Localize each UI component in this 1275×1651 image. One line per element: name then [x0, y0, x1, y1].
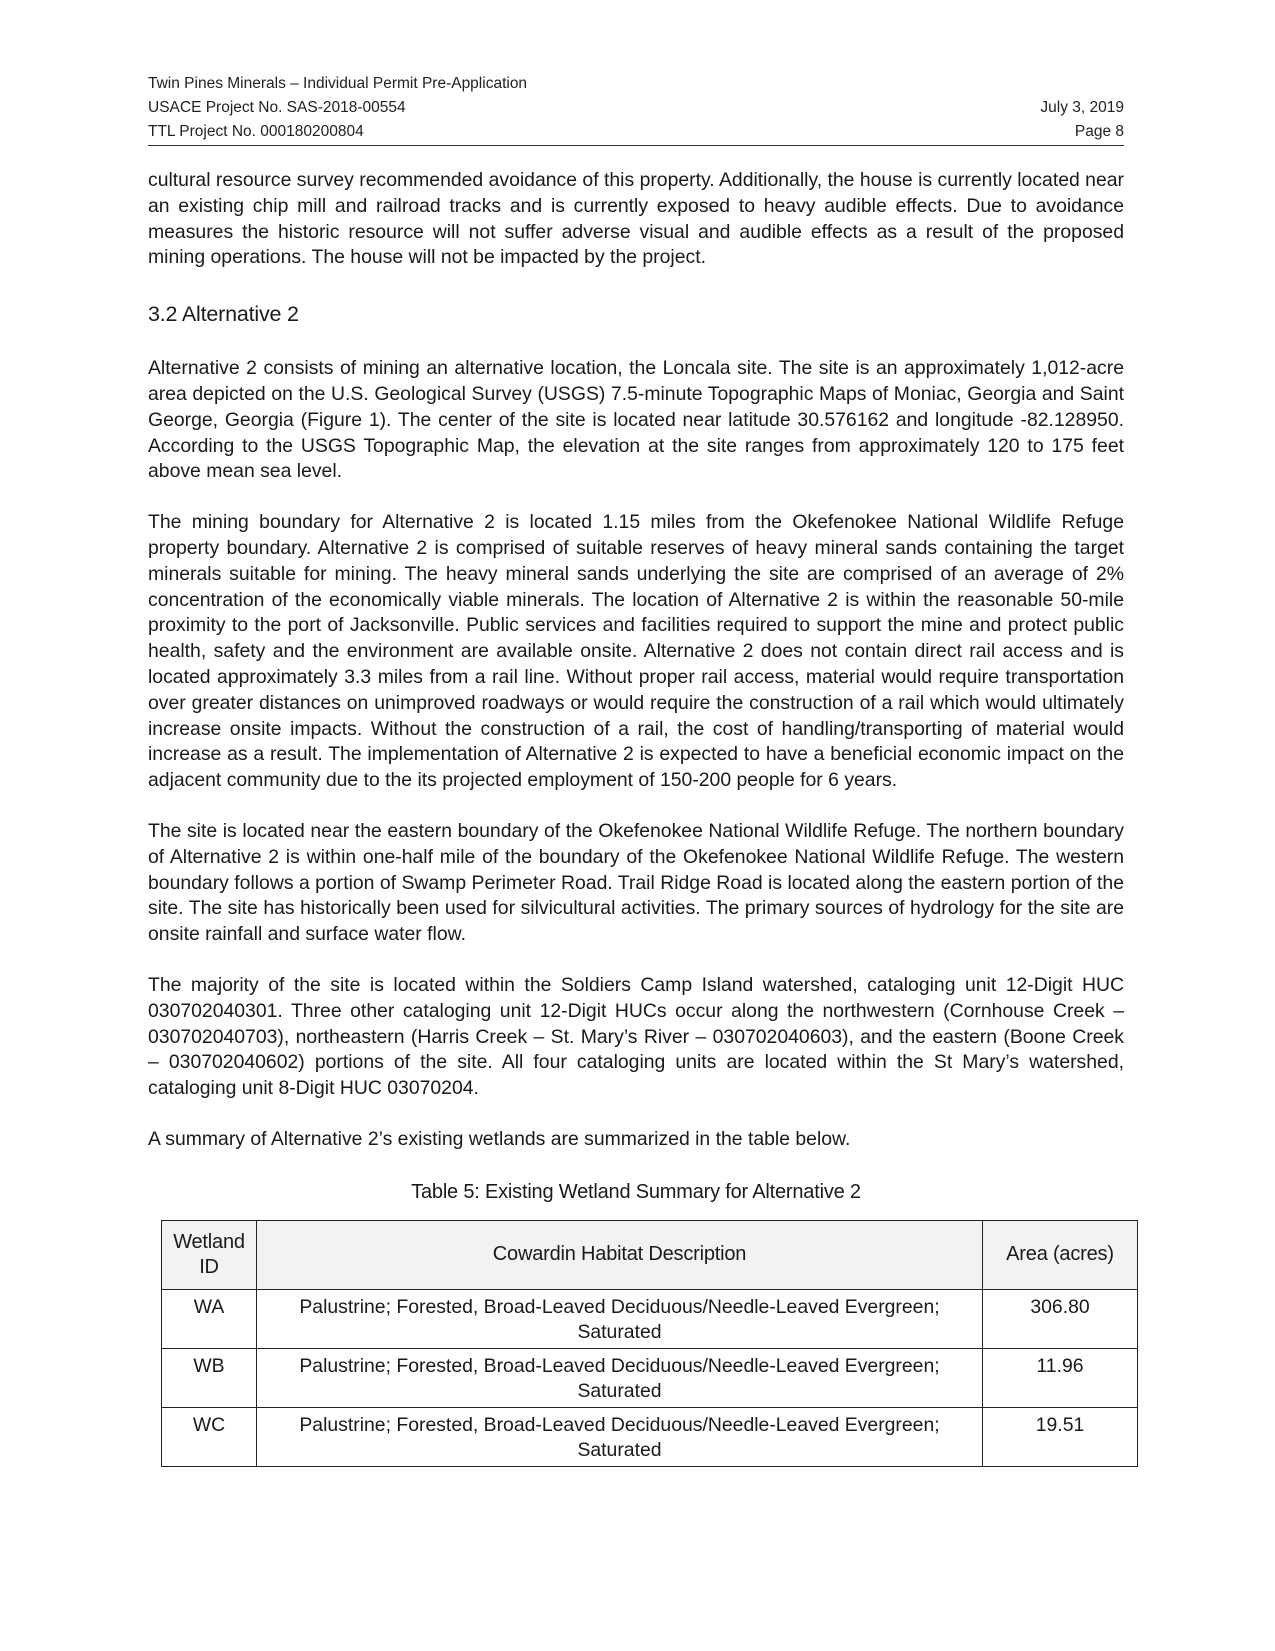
intro-paragraph: cultural resource survey recommended avoidance of this property. Additionally, the house is currently located near an existing chip mill and railroad tracks and is currently exposed to heavy audible effects. Due to avoidance measures the historic resource will not suffer adverse visual and audible effects as a result of the proposed mining operations. The house will not be impacted by the project. [148, 169, 1124, 269]
header-usace-project: USACE Project No. SAS-2018-00554 [148, 99, 406, 116]
header-date: July 3, 2019 [1040, 99, 1124, 116]
paragraph-wetland-summary-intro: A summary of Alternative 2’s existing wetlands are summarized in the table below. [148, 1127, 851, 1150]
table-caption: Table 5: Existing Wetland Summary for Alternative 2 [411, 1180, 861, 1203]
document-page [148, 72, 1124, 1467]
habitat-description-cell: Palustrine; Forested, Broad-Leaved Deciduous/Needle-Leaved Evergreen; Saturated [257, 1289, 983, 1348]
section-heading: 3.2 Alternative 2 [148, 302, 299, 327]
paragraph-site-description: Alternative 2 consists of mining an alternative location, the Loncala site. The site is an approximately 1,012-acre area depicted on the U.S. Geological Survey (USGS) 7.5-minute Topographic Maps of Moniac, Georgia and Saint George, Georgia (Figure 1). The center of the site is located near latitude 30.576162 and longitude -82.128950. According to the USGS Topographic Map, the elevation at the site ranges from approximately 120 to 175 feet above mean sea level. [148, 357, 1124, 483]
paragraph-site-location: The site is located near the eastern boundary of the Okefenokee National Wildlife Refuge. The northern boundary of Alternative 2 is within one-half mile of the boundary of the Okefenokee National Wildlife Refuge. The western boundary follows a portion of Swamp Perimeter Road. Trail Ridge Road is located along the eastern portion of the site. The site has historically been used for silvicultural activities. The primary sources of hydrology for the site are onsite rainfall and surface water flow. [148, 819, 1124, 946]
table-row [162, 1289, 1138, 1348]
area-cell: 19.51 [983, 1407, 1138, 1466]
header-row-2 [148, 96, 1124, 120]
habitat-description-cell: Palustrine; Forested, Broad-Leaved Deciduous/Needle-Leaved Evergreen; Saturated [257, 1348, 983, 1407]
area-cell: 11.96 [983, 1348, 1138, 1407]
habitat-description-cell: Palustrine; Forested, Broad-Leaved Deciduous/Needle-Leaved Evergreen; Saturated [257, 1407, 983, 1466]
column-header-wetland-id: Wetland ID [162, 1220, 257, 1289]
column-header-area: Area (acres) [983, 1220, 1138, 1289]
column-header-habitat-description: Cowardin Habitat Description [257, 1220, 983, 1289]
wetland-id-cell: WA [162, 1289, 257, 1348]
header-ttl-project: TTL Project No. 000180200804 [148, 123, 364, 140]
table-header-row [162, 1220, 1138, 1289]
area-cell: 306.80 [983, 1289, 1138, 1348]
page-header [148, 72, 1124, 146]
header-row-1 [148, 72, 1124, 96]
header-page-number: Page 8 [1074, 123, 1124, 140]
wetland-id-cell: WB [162, 1348, 257, 1407]
paragraph-mining-boundary: The mining boundary for Alternative 2 is located 1.15 miles from the Okefenokee National Wildlife Refuge property boundary. Alternative 2 is comprised of suitable reserves of heavy mineral sands containing the target minerals suitable for mining. The heavy mineral sands underlying the site are comprised of an average of 2% concentration of the economically viable minerals. The location of Alternative 2 is within the reasonable 50-mile proximity to the port of Jacksonville. Public services and facilities required to support the mine and protect public health, safety and the environment are available onsite. Alternative 2 does not contain direct rail access and is located approximately 3.3 miles from a rail line. Without proper rail access, material would require transportation over greater distances on unimproved roadways or would require the construction of a rail which would ultimately increase onsite impacts. Without the construction of a rail, the cost of handling/transporting of material would increase as a result. The implementation of Alternative 2 is expected to have a beneficial economic impact on the adjacent community due to the its projected employment of 150-200 people for 6 years. [148, 511, 1124, 792]
wetland-summary-table [161, 1220, 1138, 1467]
wetland-id-cell: WC [162, 1407, 257, 1466]
table-row [162, 1348, 1138, 1407]
table-row [162, 1407, 1138, 1466]
header-row-3 [148, 120, 1124, 144]
paragraph-watershed: The majority of the site is located within the Soldiers Camp Island watershed, cataloging unit 12-Digit HUC 030702040301. Three other cataloging unit 12-Digit HUCs occur along the northwestern (Cornhouse Creek – 030702040703), northeastern (Harris Creek – St. Mary’s River – 030702040603), and the eastern (Boone Creek – 030702040602) portions of the site. All four cataloging units are located within the St Mary’s watershed, cataloging unit 8-Digit HUC 03070204. [148, 973, 1124, 1100]
header-title: Twin Pines Minerals – Individual Permit Pre-Application [148, 75, 528, 92]
